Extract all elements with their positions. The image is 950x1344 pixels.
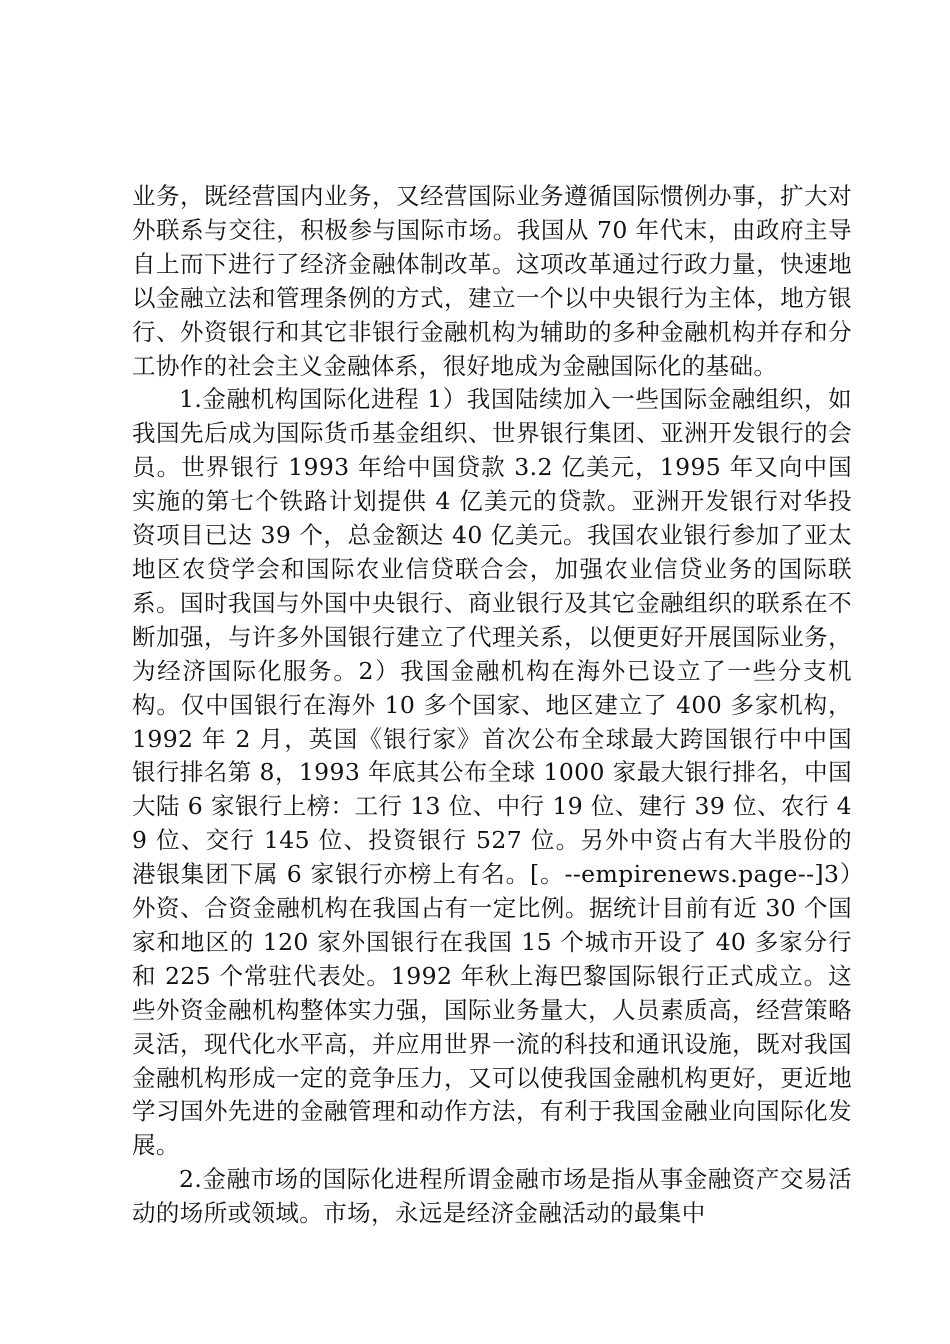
document-body [132,180,852,1231]
paragraph-1: 业务，既经营国内业务，又经营国际业务遵循国际惯例办事，扩大对外联系与交往，积极参与国际市场。我国从 70 年代末，由政府主导自上而下进行了经济金融体制改革。这项改革通过行政力量，快速地以金融立法和管理条例的方式，建立一个以中央银行为主体，地方银行、外资银行和其它非银行金融机构为辅助的多种金融机构并存和分工协作的社会主义金融体系，很好地成为金融国际化的基础。 [132,182,852,380]
paragraph-2: 1.金融机构国际化进程 1）我国陆续加入一些国际金融组织，如我国先后成为国际货币基金组织、世界银行集团、亚洲开发银行的会员。世界银行 1993 年给中国贷款 3.2 亿美元，1995 年又向中国实施的第七个铁路计划提供 4 亿美元的贷款。亚洲开发银行对华投资项目已达 39 个，总金额达 40 亿美元。我国农业银行参加了亚太地区农贷学会和国际农业信贷联合会，加强农业信贷业务的国际联系。国时我国与外国中央银行、商业银行及其它金融组织的联系在不断加强，与许多外国银行建立了代理关系，以便更好开展国际业务，为经济国际化服务。2）我国金融机构在海外已设立了一些分支机构。仅中国银行在海外 10 多个国家、地区建立了 400 多家机构，1992 年 2 月，英国《银行家》首次公布全球最大跨国银行中中国银行排名第 8，1993 年底其公布全球 1000 家最大银行排名，中国大陆 6 家银行上榜：工行 13 位、中行 19 位、建行 39 位、农行 49 位、交行 145 位、投资银行 527 位。另外中资占有大半股份的港银集团下属 6 家银行亦榜上有名。[。--empirenews.page--]3）外资、合资金融机构在我国占有一定比例。据统计目前有近 30 个国家和地区的 120 家外国银行在我国 15 个城市开设了 40 多家分行和 225 个常驻代表处。1992 年秋上海巴黎国际银行正式成立。这些外资金融机构整体实力强，国际业务量大，人员素质高，经营策略灵活，现代化水平高，并应用世界一流的科技和通讯设施，既对我国金融机构形成一定的竞争压力，又可以使我国金融机构更好，更近地学习国外先进的金融管理和动作方法，有利于我国金融业向国际化发展。 [132,385,852,1160]
paragraph-3: 2.金融市场的国际化进程所谓金融市场是指从事金融资产交易活动的场所或领域。市场，永远是经济金融活动的最集中 [132,1165,852,1228]
